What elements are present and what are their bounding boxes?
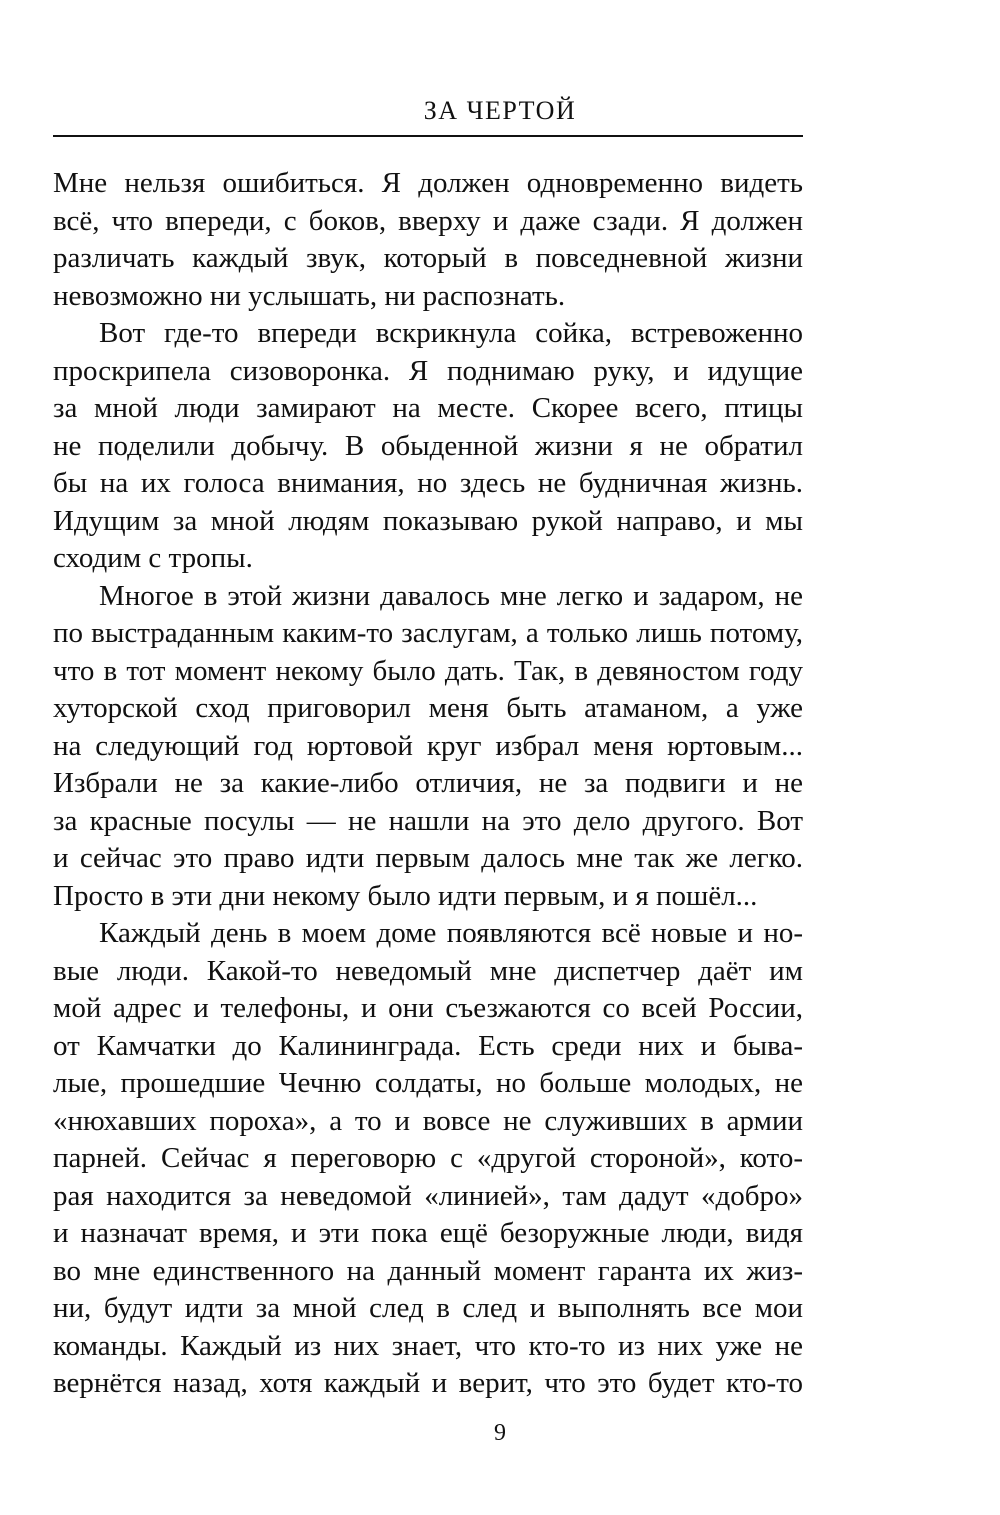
page-number: 9 bbox=[494, 1420, 506, 1446]
text-line: Просто в эти дни некому было идти первым, и я пошёл... bbox=[53, 879, 758, 912]
text-line: «нюхавших пороха», а то и вовсе не служивших в армии bbox=[53, 1104, 803, 1137]
body-text bbox=[53, 165, 803, 1403]
text-line: что в тот момент некому было дать. Так, в девяностом году bbox=[53, 654, 803, 687]
running-head-title: ЗА ЧЕРТОЙ bbox=[423, 96, 577, 125]
text-line: лые, прошедшие Чечню солдаты, но больше молодых, не bbox=[53, 1067, 803, 1099]
text-line: за мной люди замирают на месте. Скорее всего, птицы bbox=[53, 392, 803, 424]
text-line: всё, что впереди, с боков, вверху и даже сзади. Я должен bbox=[53, 204, 803, 237]
text-line: сходим с тропы. bbox=[53, 542, 253, 574]
text-line: и сейчас это право идти первым далось мне так же легко. bbox=[53, 842, 803, 874]
text-line: по выстраданным каким-то заслугам, а только лишь потому, bbox=[53, 617, 803, 649]
header-divider bbox=[53, 135, 803, 137]
text-line: различать каждый звук, который в повседневной жизни bbox=[53, 242, 803, 274]
text-line: от Камчатки до Калининграда. Есть среди них и быва- bbox=[53, 1029, 803, 1062]
text-line: не поделили добычу. В обыденной жизни я не обратил bbox=[53, 429, 803, 462]
text-line: команды. Каждый из них знает, что кто-то из них уже не bbox=[53, 1329, 803, 1362]
text-line: Мне нельзя ошибиться. Я должен одновременно видеть bbox=[53, 167, 803, 199]
text-line: хуторской сход приговорил меня быть атаманом, а уже bbox=[53, 692, 803, 724]
text-line: вые люди. Какой-то неведомый мне диспетчер даёт им bbox=[53, 954, 803, 987]
text-line: мой адрес и телефоны, и они съезжаются со всей России, bbox=[53, 992, 803, 1024]
text-line: Идущим за мной людям показываю рукой направо, и мы bbox=[53, 504, 803, 537]
text-line: и назначат время, и эти пока ещё безоружные люди, видя bbox=[53, 1217, 803, 1249]
text-line: бы на их голоса внимания, но здесь не будничная жизнь. bbox=[53, 467, 803, 499]
text-line: вернётся назад, хотя каждый и верит, что это будет кто-то bbox=[53, 1367, 803, 1399]
text-line: Каждый день в моем доме появляются всё новые и но- bbox=[99, 917, 803, 949]
text-line: рая находится за неведомой «линией», там дадут «добро» bbox=[53, 1179, 803, 1212]
text-line: Избрали не за какие-либо отличия, не за подвиги и не bbox=[53, 767, 803, 799]
text-line: во мне единственного на данный момент гаранта их жиз- bbox=[53, 1254, 803, 1287]
text-line: на следующий год юртовой круг избрал меня юртовым... bbox=[53, 729, 803, 762]
text-line: ни, будут идти за мной след в след и выполнять все мои bbox=[53, 1292, 803, 1324]
text-line: Вот где-то впереди вскрикнула сойка, встревоженно bbox=[99, 317, 803, 349]
text-line: невозможно ни услышать, ни распознать. bbox=[53, 279, 566, 312]
text-line: парней. Сейчас я переговорю с «другой стороной», кото- bbox=[53, 1142, 803, 1174]
text-line: проскрипела сизоворонка. Я поднимаю руку, и идущие bbox=[53, 354, 803, 387]
text-line: Многое в этой жизни давалось мне легко и задаром, не bbox=[99, 579, 803, 612]
text-line: за красные посулы — не нашли на это дело другого. Вот bbox=[53, 804, 803, 837]
